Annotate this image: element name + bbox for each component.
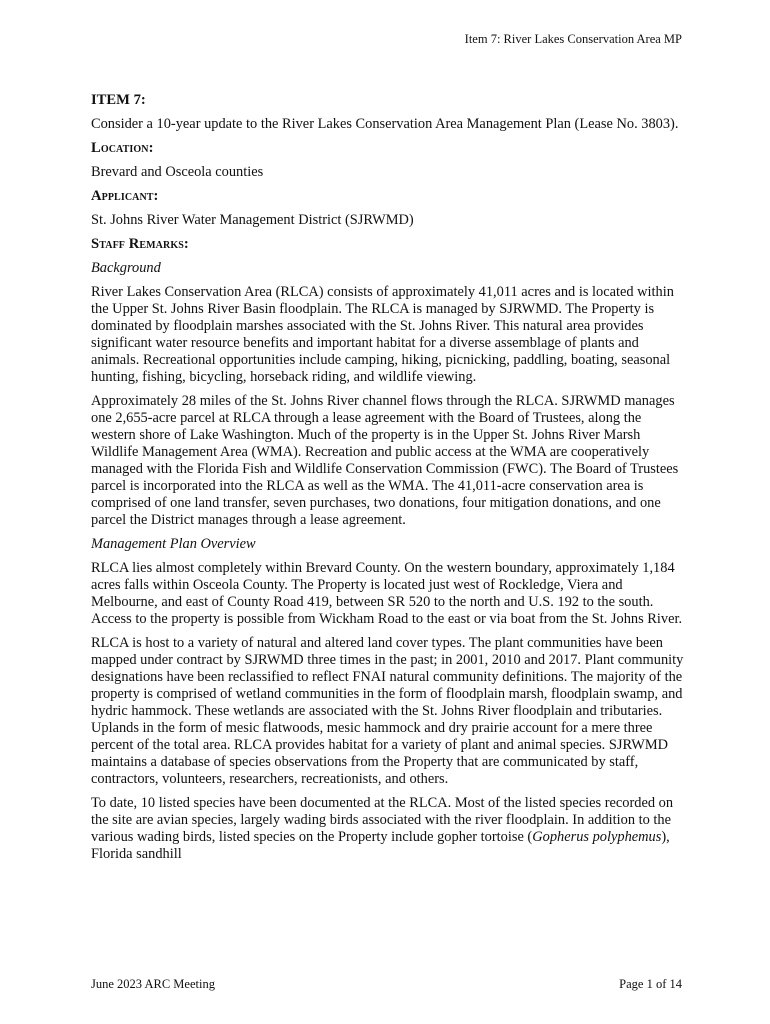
document-body (91, 92, 685, 870)
footer-meeting: June 2023 ARC Meeting (91, 977, 215, 991)
item-title: ITEM 7: (91, 92, 146, 108)
listed-species-text-end: ), Florida sandhill (91, 829, 670, 862)
overview-paragraph: RLCA is host to a variety of natural and altered land cover types. The plant communities have been mapped under contract by SJRWMD three times in the past; in 2001, 2010 and 2017. Plant community designations have been reclassified to reflect FNAI natural community definitions. The majority of the property is comprised of wetland communities in the form of floodplain marsh, floodplain swamp, and hydric hammock. These wetlands are associated with the St. Johns River floodplain and tributaries. Uplands in the form of mesic flatwoods, mesic hammock and dry prairie account for a mere three percent of the total area. RLCA provides habitat for a variety of plant and animal species. SJRWMD maintains a database of species observations from the Property that are communicated by staff, contractors, volunteers, researchers, recreationists, and others. (91, 635, 684, 787)
item-description: Consider a 10-year update to the River Lakes Conservation Area Management Plan (Lease No. 3803). (91, 116, 679, 132)
staff-remarks-label: Staff Remarks: (91, 236, 189, 252)
running-header: Item 7: River Lakes Conservation Area MP (464, 32, 682, 46)
applicant-value: St. Johns River Water Management District (SJRWMD) (91, 212, 414, 228)
overview-heading: Management Plan Overview (91, 536, 256, 552)
location-value: Brevard and Osceola counties (91, 164, 264, 180)
background-heading: Background (91, 260, 161, 276)
page-footer (91, 977, 682, 992)
overview-paragraph-listed-species (91, 795, 685, 863)
location-label: Location: (91, 140, 154, 156)
listed-species-text: To date, 10 listed species have been documented at the RLCA. Most of the listed species recorded on the site are avian species, largely wading birds associated with the river floodplain. In addition to the various wading birds, listed species on the Property include gopher tortoise ( (91, 795, 674, 845)
species-name: Gopherus polyphemus (532, 829, 662, 845)
background-paragraph: Approximately 28 miles of the St. Johns River channel flows through the RLCA. SJRWMD manages one 2,655-acre parcel at RLCA through a lease agreement with the Board of Trustees, along the western shore of Lake Washington. Much of the property is in the Upper St. Johns River Marsh Wildlife Management Area (WMA). Recreation and public access at the WMA are cooperatively managed with the Florida Fish and Wildlife Conservation Commission (FWC). The Board of Trustees parcel is incorporated into the RLCA as well as the WMA. The 41,011-acre conservation area is comprised of one land transfer, seven purchases, two donations, four mitigation donations, and one parcel the District manages through a lease agreement. (91, 393, 679, 528)
applicant-label: Applicant: (91, 188, 159, 204)
overview-paragraph: RLCA lies almost completely within Brevard County. On the western boundary, approximately 1,184 acres falls within Osceola County. The Property is located just west of Rockledge, Viera and Melbourne, and east of County Road 419, between SR 520 to the north and U.S. 192 to the south. Access to the property is possible from Wickham Road to the east or via boat from the St. Johns River. (91, 560, 683, 627)
background-paragraph: River Lakes Conservation Area (RLCA) consists of approximately 41,011 acres and is located within the Upper St. Johns River Basin floodplain. The RLCA is managed by SJRWMD. The Property is dominated by floodplain marshes associated with the St. Johns River. This natural area provides significant water resource benefits and important habitat for a diverse assemblage of plants and animals. Recreational opportunities include camping, hiking, picnicking, paddling, boating, seasonal hunting, fishing, bicycling, horseback riding, and wildlife viewing. (91, 284, 674, 385)
page-number: Page 1 of 14 (619, 977, 682, 991)
